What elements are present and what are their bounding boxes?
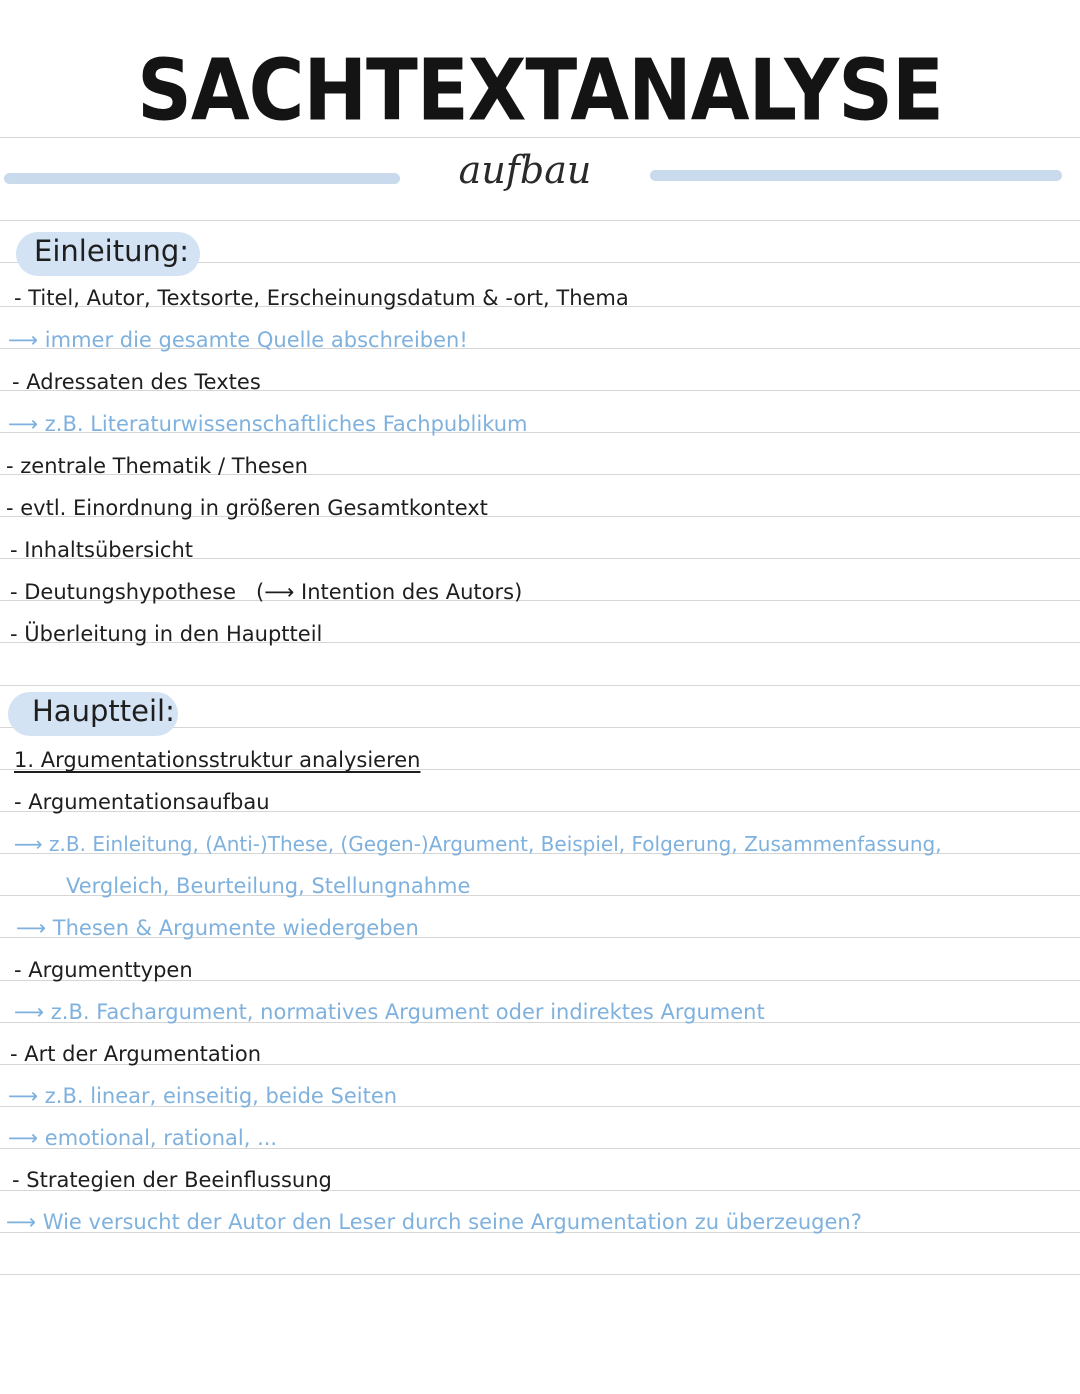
decorative-band-left xyxy=(4,173,400,184)
hauptteil-line: - Argumenttypen xyxy=(14,958,193,982)
page-title: SACHTEXTANALYSE xyxy=(137,40,943,140)
hauptteil-line: ⟶ Thesen & Argumente wiedergeben xyxy=(16,916,419,940)
hauptteil-line: ⟶ z.B. linear, einseitig, beide Seiten xyxy=(8,1084,398,1108)
einleitung-line: - Überleitung in den Hauptteil xyxy=(10,622,323,646)
hauptteil-line: ⟶ z.B. Einleitung, (Anti-)These, (Gegen-)Argument, Beispiel, Folgerung, Zusammenfassung, xyxy=(14,832,942,856)
einleitung-line: - Adressaten des Textes xyxy=(12,370,261,394)
page-subtitle: aufbau xyxy=(458,148,592,192)
einleitung-line: - Titel, Autor, Textsorte, Erscheinungsdatum & -ort, Thema xyxy=(14,286,629,310)
einleitung-heading: Einleitung: xyxy=(34,234,190,268)
einleitung-line: - Deutungshypothese (⟶ Intention des Autors) xyxy=(10,580,523,604)
ruled-line xyxy=(0,685,1080,686)
einleitung-line: - Inhaltsübersicht xyxy=(10,538,194,562)
einleitung-line: ⟶ immer die gesamte Quelle abschreiben! xyxy=(8,328,468,352)
einleitung-line: - evtl. Einordnung in größeren Gesamtkontext xyxy=(6,496,488,520)
ruled-line xyxy=(0,1274,1080,1275)
hauptteil-line: ⟶ emotional, rational, ... xyxy=(8,1126,278,1150)
einleitung-line: - zentrale Thematik / Thesen xyxy=(6,454,308,478)
hauptteil-line: Vergleich, Beurteilung, Stellungnahme xyxy=(66,874,471,898)
hauptteil-line: ⟶ Wie versucht der Autor den Leser durch seine Argumentation zu überzeugen? xyxy=(6,1210,862,1234)
decorative-band-right xyxy=(650,170,1062,181)
hauptteil-line: ⟶ z.B. Fachargument, normatives Argument oder indirektes Argument xyxy=(14,1000,765,1024)
hauptteil-line: - Argumentationsaufbau xyxy=(14,790,270,814)
hauptteil-line: - Art der Argumentation xyxy=(10,1042,262,1066)
hauptteil-section-title: 1. Argumentationsstruktur analysieren xyxy=(14,748,421,772)
hauptteil-heading: Hauptteil: xyxy=(32,694,175,728)
hauptteil-line: - Strategien der Beeinflussung xyxy=(12,1168,332,1192)
ruled-line xyxy=(0,220,1080,221)
einleitung-line: ⟶ z.B. Literaturwissenschaftliches Fachpublikum xyxy=(8,412,528,436)
